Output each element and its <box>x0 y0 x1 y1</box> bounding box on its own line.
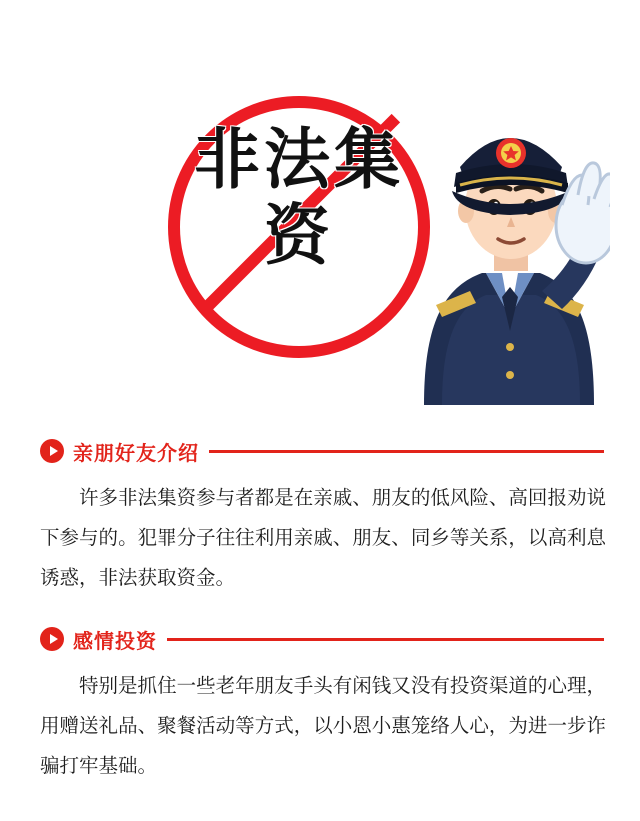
section-body: 许多非法集资参与者都是在亲戚、朋友的低风险、高回报劝说下参与的。犯罪分子往往利用亲戚、朋友、同乡等关系，以高利息诱惑，非法获取资金。 <box>40 486 606 589</box>
section-friends-introduction <box>0 436 640 598</box>
section-body: 特别是抓住一些老年朋友手头有闲钱又没有投资渠道的心理，用赠送礼品、聚餐活动等方式，以小恩小惠笼络人心，为进一步诈骗打牢基础。 <box>40 674 606 777</box>
poster-content <box>0 436 640 792</box>
prohibition-label: 非法集资 <box>194 121 404 274</box>
section-title: 感情投资 <box>73 628 157 653</box>
section-heading-1 <box>40 436 604 466</box>
heading-badge <box>40 625 167 654</box>
play-triangle <box>50 634 58 644</box>
police-officer-stop-hand-icon <box>390 55 610 405</box>
section-title: 亲朋好友介绍 <box>73 440 199 465</box>
play-circle-icon <box>40 627 64 651</box>
play-triangle <box>50 446 58 456</box>
section-heading-2 <box>40 624 604 654</box>
play-circle-icon <box>40 439 64 463</box>
section-emotional-investment <box>0 624 640 786</box>
heading-badge <box>40 437 209 466</box>
